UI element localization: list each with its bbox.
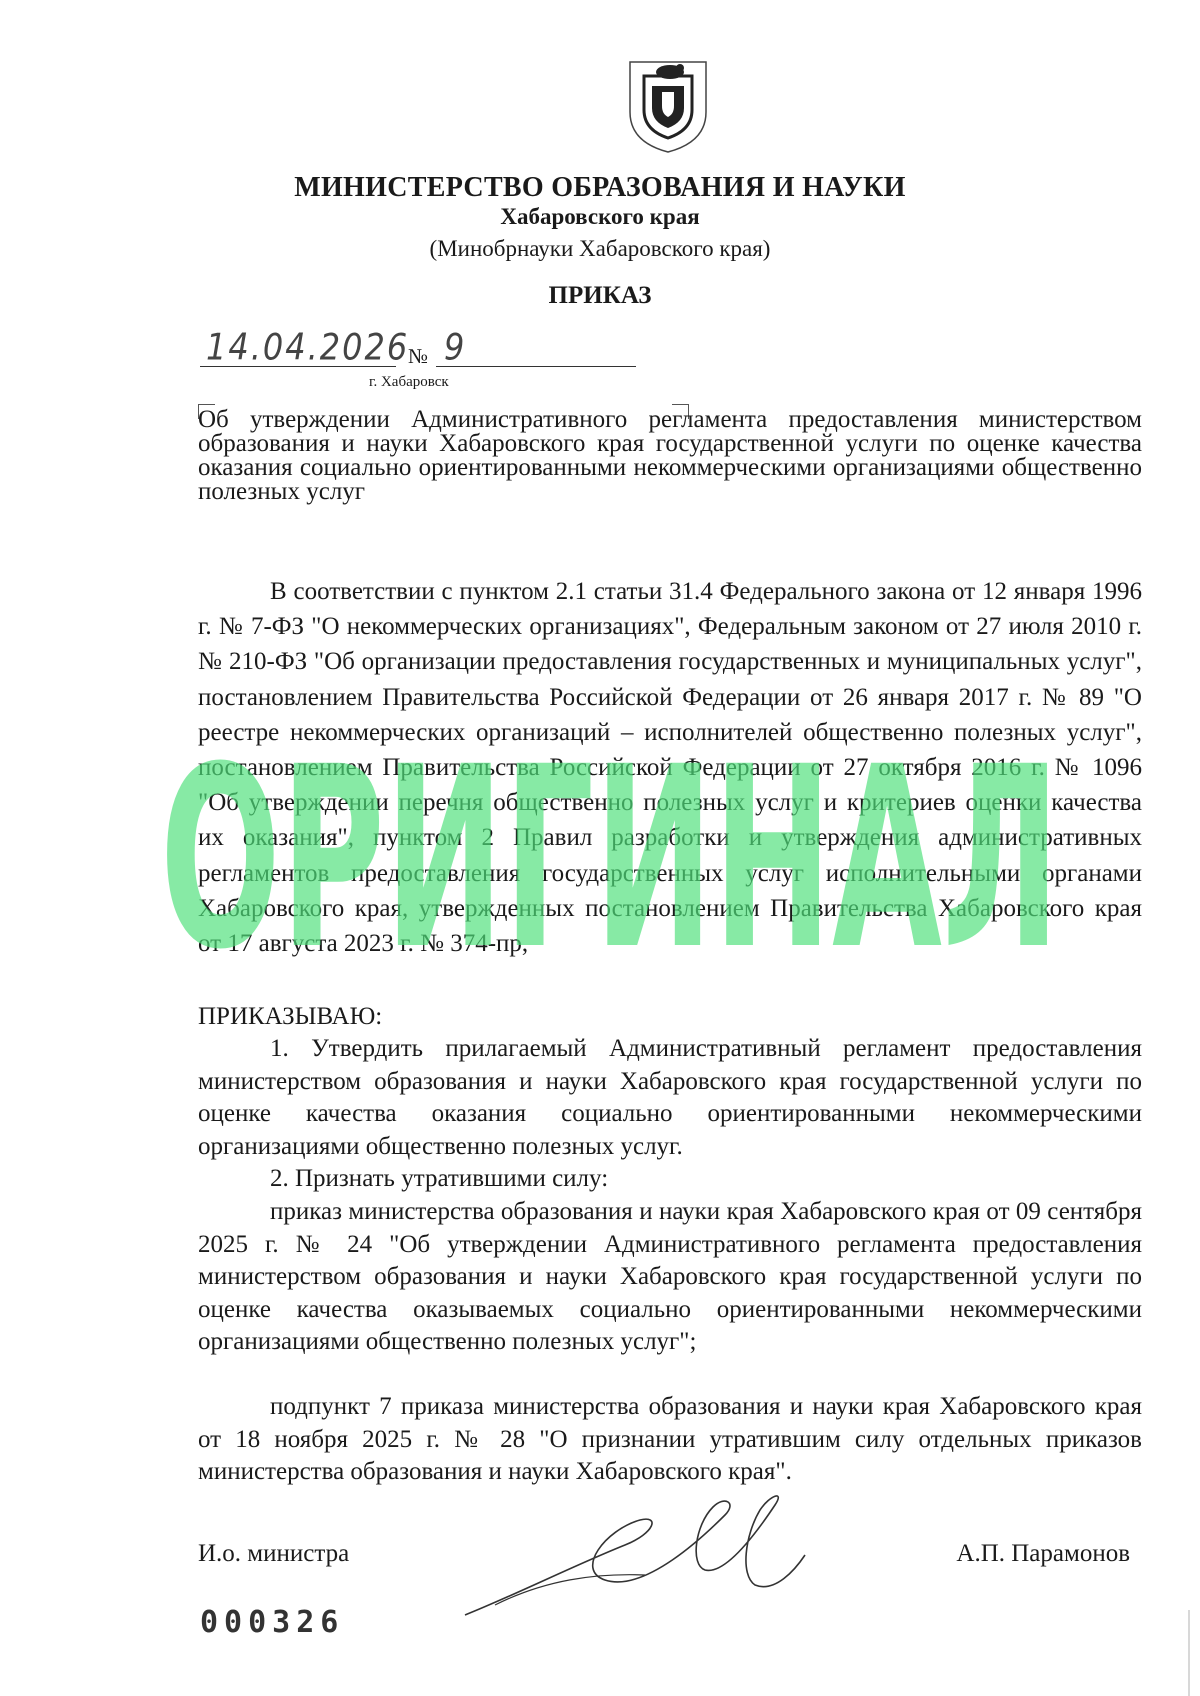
region-name: Хабаровского края [500,204,700,229]
order-word: ПРИКАЗЫВАЮ: [198,1003,383,1030]
ministry-short-name: (Минобрнауки Хабаровского края) [429,236,771,261]
coat-of-arms-icon [622,56,714,156]
preamble-paragraph: В соответствии с пунктом 2.1 статьи 31.4 Федерального закона от 12 января 1996 г. № 7-ФЗ "О некоммерческих организациях", Федеральным законом от 27 июля 2010 г. № 210-ФЗ "Об организации предоставления государственных и муниципальных услуг", постановлением Правительства Российской Федерации от 26 января 2017 г. № 89 "О реестре некоммерческих организаций – исполнителей общественно полезных услуг", постановлением Правительства Российской Федерации от 27 октября 2016 г. № 1096 "Об утверждении перечня общественно полезных услуг и критериев оценки качества их оказания", пунктом 2 Правил разработки и утверждения административных регламентов предоставления государственных услуг исполнительными органами Хабаровского края, утвержденных постановлением Правительства Хабаровского края от 17 августа 2023 г. № 374-пр, [198,578,1142,958]
ministry-name: МИНИСТЕРСТВО ОБРАЗОВАНИЯ И НАУКИ [294,172,906,203]
order-number: 9 [444,325,467,369]
city: г. Хабаровск [369,374,449,390]
order-date: 14.04.2026 [206,325,410,369]
number-sign: № [408,344,429,368]
stamp-text: ОРИГИНАЛ [160,713,1060,980]
item-2b: подпункт 7 приказа министерства образования и науки края Хабаровского края от 18 ноября 2025 г. № 28 "О признании утратившим силу отдельных приказов министерства образования и науки Хабаровского края". [198,1393,1142,1485]
signer-position: И.о. министра [198,1540,350,1567]
date-underline [200,366,396,367]
item-1: 1. Утвердить прилагаемый Административный регламент предоставления министерством образования и науки Хабаровского края государственной услуги по оценке качества оказания социально ориентированными некоммерческими организациями общественно полезных услуг. [198,1035,1142,1160]
signer-name: А.П. Парамонов [956,1540,1130,1567]
number-underline [436,366,636,367]
signature-icon [455,1475,815,1635]
scan-edge-mark [1188,1610,1190,1696]
item-2: 2. Признать утратившими силу: [270,1165,609,1192]
order-subject: Об утверждении Административного регламента предоставления министерством образования и науки Хабаровского края государственной услуги по оценке качества оказания социально ориентированными некоммерческими организациями общественно полезных услуг [198,406,1142,505]
document-type: ПРИКАЗ [548,282,652,309]
item-2a: приказ министерства образования и науки края Хабаровского края от 09 сентября 2025 г. № 24 "Об утверждении Административного регламента предоставления министерством образования и науки Хабаровского края государственной услуги по оценке качества оказываемых социально ориентированными некоммерческими организациями общественно полезных услуг"; [198,1198,1142,1355]
serial-number: 000326 [200,1605,345,1640]
